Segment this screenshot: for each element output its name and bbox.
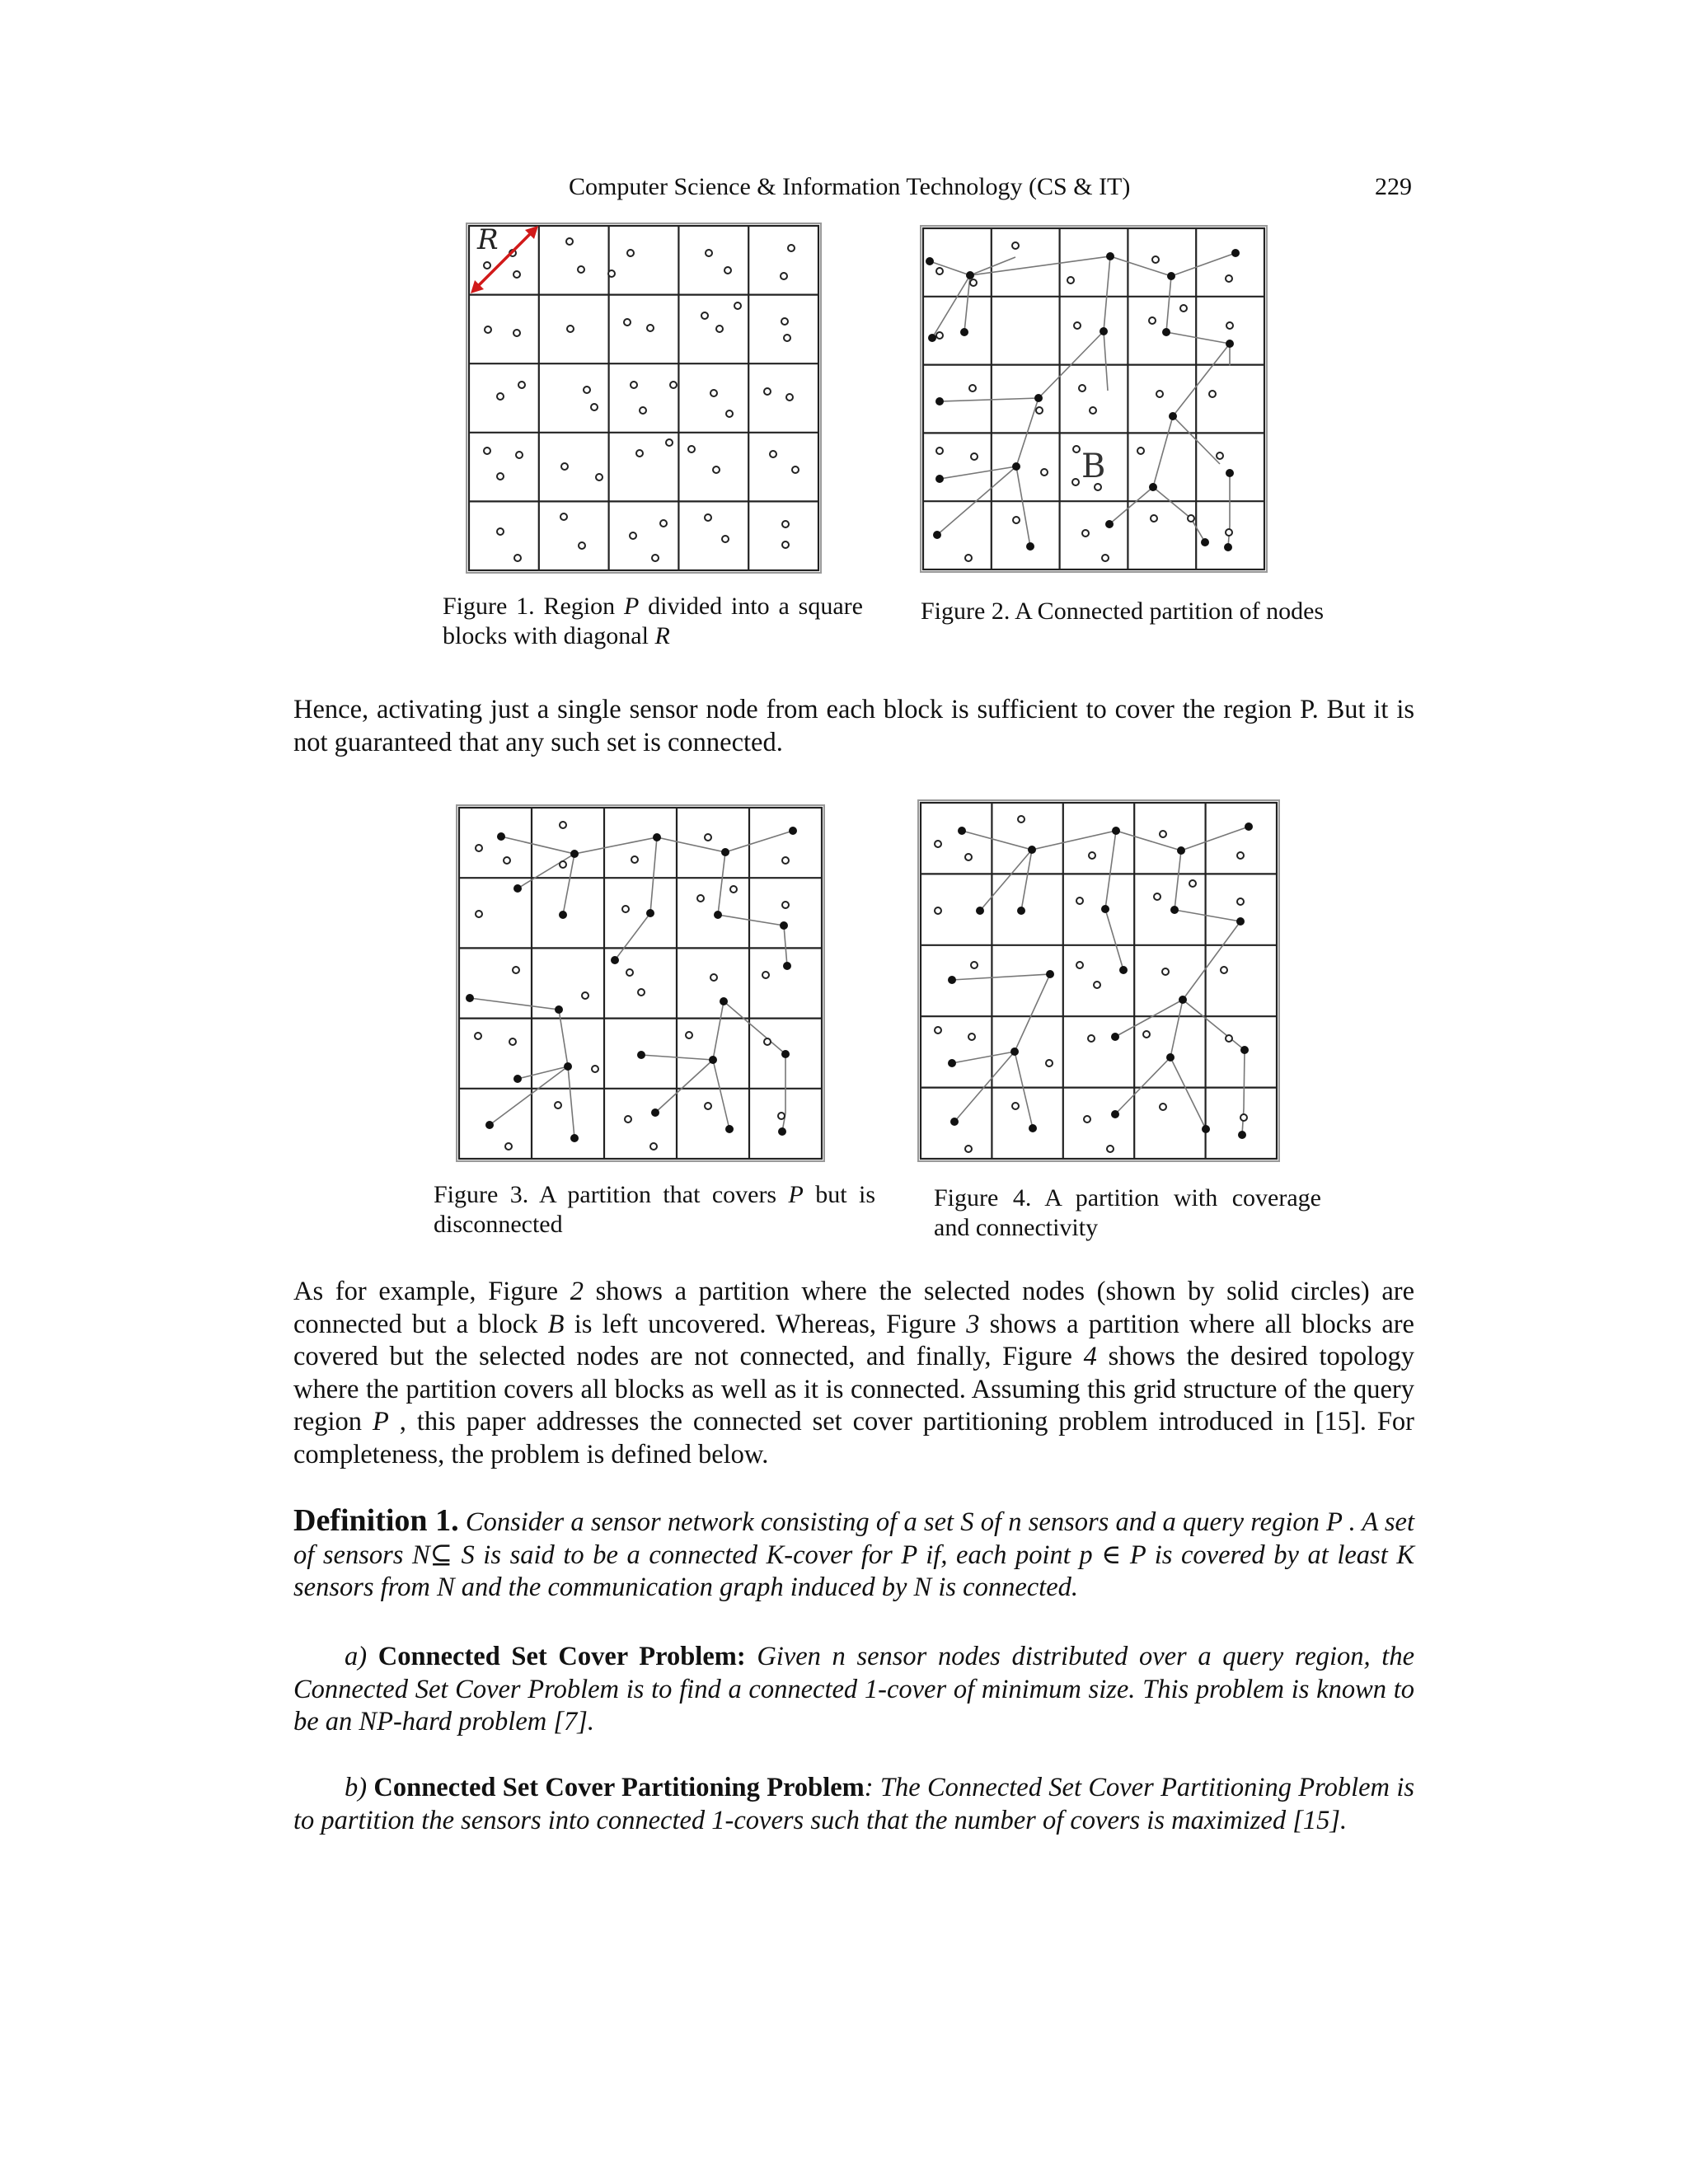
figure-1-grid (466, 223, 822, 574)
item-a-marker: a) (345, 1642, 368, 1671)
figure-1 (466, 223, 822, 574)
figure-4 (917, 799, 1280, 1162)
figure-3 (456, 804, 825, 1162)
page-number: 229 (1375, 173, 1412, 200)
figure-2 (920, 225, 1268, 573)
definition-text: Consider a sensor network consisting of a set S of n sensors and a query region P . A set of sensors N⊆ S is said to be a connected K-cover for P if, each point p ∈ P is covered by at least K sensors from N and the communication graph induced by N is connected. (293, 1507, 1414, 1602)
item-b-marker: b) (345, 1773, 368, 1802)
figure-3-caption: Figure 3. A partition that covers P but is disconnected (434, 1181, 875, 1238)
diagonal-label: R (477, 223, 499, 256)
definition-heading: Definition 1. (293, 1503, 459, 1538)
problem-b (293, 1772, 1414, 1837)
figure-1-caption: Figure 1. Region P divided into a square blocks with diagonal R (443, 593, 863, 649)
item-a-heading: Connected Set Cover Problem: (377, 1642, 746, 1671)
figure-4-grid (917, 799, 1280, 1162)
figure-2-grid (920, 225, 1268, 573)
figure-3-grid (456, 804, 825, 1162)
paragraph-2: As for example, Figure 2 shows a partition where the selected nodes (shown by solid circles) are connected but a block B is left uncovered. Whereas, Figure 3 shows a partition where all blocks are covered but the selected nodes are not connected, and finally, Figure 4 shows the desired topology where the partition covers all blocks as well as it is connected. Assuming this grid structure of the query region P , this paper addresses the connected set cover partitioning problem introduced in [15]. For completeness, the problem is defined below. (293, 1277, 1415, 1469)
problem-a (293, 1641, 1414, 1739)
item-b-text: : The Connected Set Cover Partitioning Problem is to partition the sensors into connected 1-covers such that the number of covers is maximized [15]. (293, 1773, 1415, 1835)
figure-4-caption: Figure 4. A partition with coverage and connectivity (934, 1184, 1321, 1241)
journal-title: Computer Science & Information Technology (CS & IT) (569, 173, 1131, 200)
item-b-heading: Connected Set Cover Partitioning Problem (373, 1773, 865, 1802)
paragraph-1: Hence, activating just a single sensor node from each block is sufficient to cover the region P. But it is not guaranteed that any such set is connected. (293, 695, 1414, 757)
figure-2-caption: Figure 2. A Connected partition of nodes (921, 598, 1325, 625)
definition-1 (293, 1505, 1414, 1605)
item-a-text: Given n sensor nodes distributed over a query region, the Connected Set Cover Problem is to find a connected 1-cover of minimum size. This problem is known to be an NP-hard problem [7]. (293, 1642, 1415, 1736)
uncovered-block-label: B (1081, 448, 1106, 485)
